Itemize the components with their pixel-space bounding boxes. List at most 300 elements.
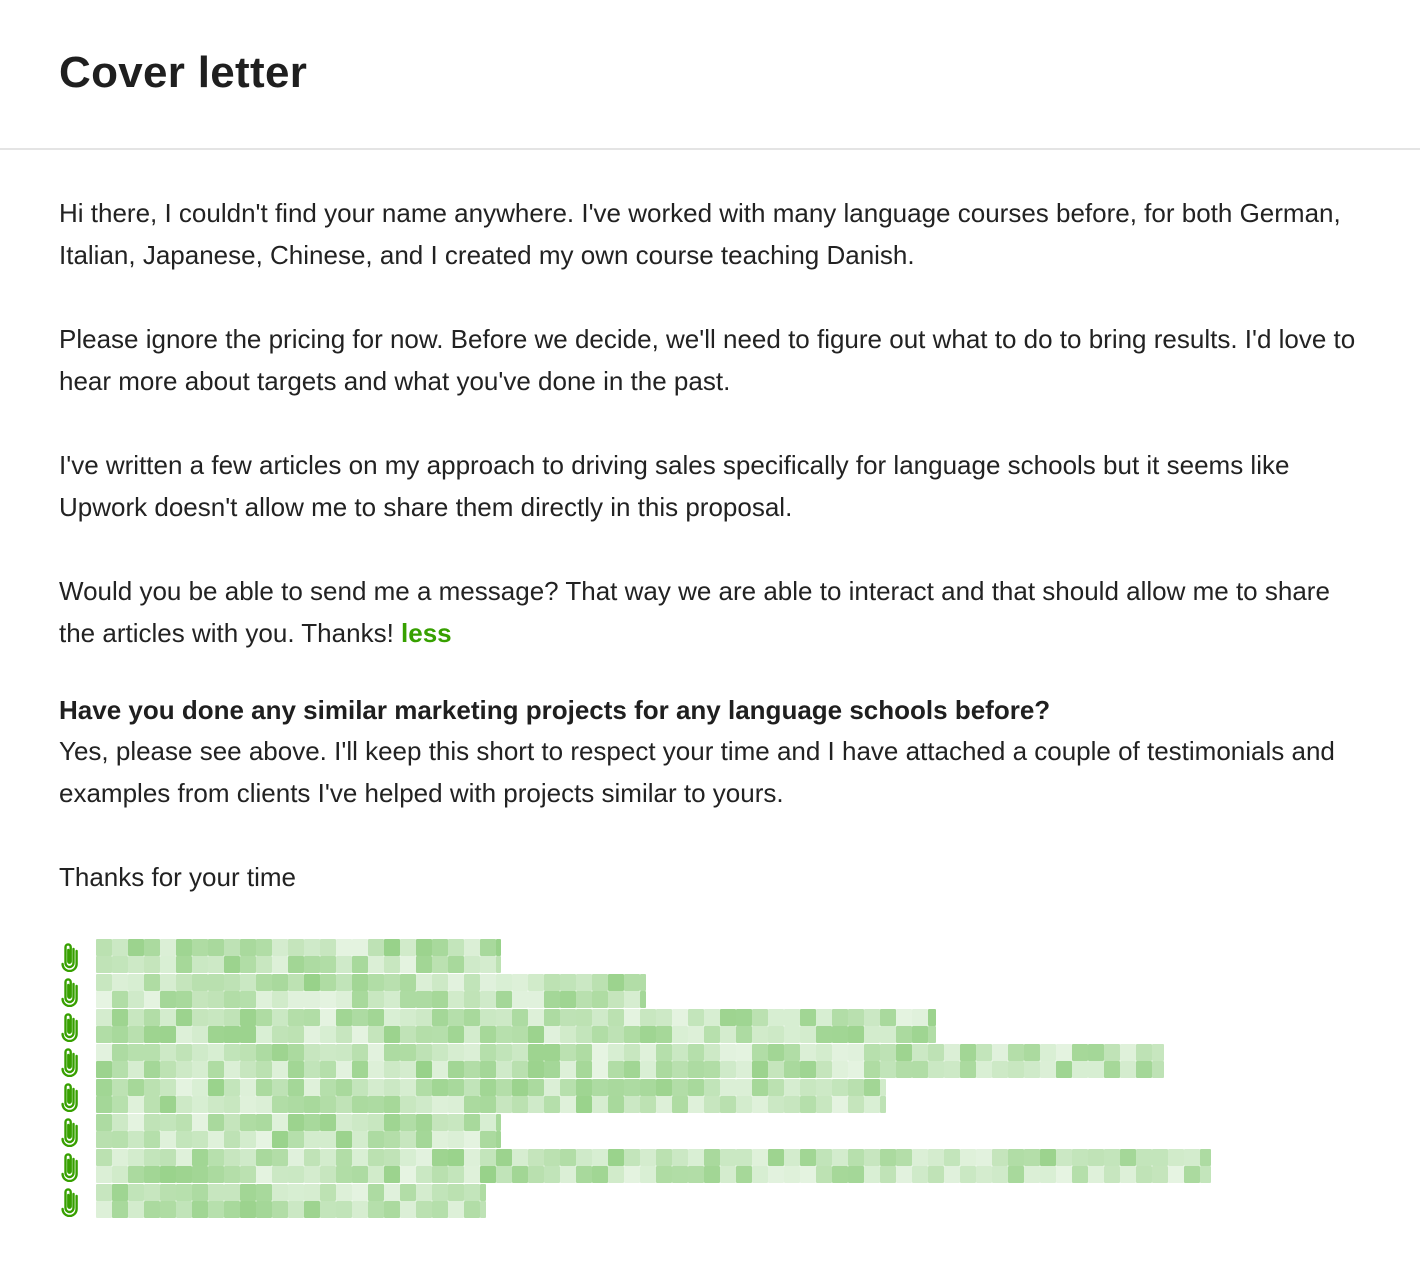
redaction-pixel: [1200, 1166, 1211, 1183]
redaction-pixel: [1120, 1166, 1136, 1183]
redaction-pixel: [464, 1166, 480, 1183]
redaction-pixel: [608, 1009, 624, 1026]
redaction-pixel: [416, 1131, 432, 1148]
redaction-pixel: [656, 1026, 672, 1043]
redaction-pixel: [352, 1201, 368, 1218]
paperclip-icon: [59, 1010, 85, 1042]
redaction-pixel: [800, 1166, 816, 1183]
redaction-pixel: [96, 1149, 112, 1166]
redaction-pixel: [864, 1061, 880, 1078]
redaction-pixel: [640, 974, 646, 991]
redaction-pixel: [192, 974, 208, 991]
redaction-pixel: [400, 1201, 416, 1218]
redaction-pixel: [144, 1114, 160, 1131]
redaction-pixel: [384, 1079, 400, 1096]
redaction-pixel: [656, 1166, 672, 1183]
redaction-pixel: [480, 1201, 486, 1218]
redaction-pixel: [352, 1009, 368, 1026]
redaction-pixel: [576, 1044, 592, 1061]
redaction-pixel: [256, 1114, 272, 1131]
redaction-pixel: [1072, 1061, 1088, 1078]
redaction-pixel: [1040, 1044, 1056, 1061]
attachment-link-blurred[interactable]: [96, 1079, 886, 1113]
redaction-pixel: [400, 1149, 416, 1166]
redaction-pixel: [160, 1044, 176, 1061]
redaction-pixel: [128, 1184, 144, 1201]
redaction-pixel: [1024, 1149, 1040, 1166]
redaction-pixel: [832, 1009, 848, 1026]
redaction-pixel: [112, 974, 128, 991]
redaction-pixel: [400, 1009, 416, 1026]
redaction-pixel: [96, 956, 112, 973]
redaction-pixel: [96, 1061, 112, 1078]
redaction-pixel: [240, 1026, 256, 1043]
redaction-pixel: [336, 1096, 352, 1113]
redaction-pixel: [624, 1079, 640, 1096]
redaction-pixel: [464, 1114, 480, 1131]
attachment-item[interactable]: [59, 1043, 1359, 1078]
redaction-pixel: [128, 1131, 144, 1148]
redaction-pixel: [544, 1096, 560, 1113]
redaction-pixel: [176, 974, 192, 991]
attachment-link-blurred[interactable]: [96, 974, 646, 1008]
redaction-pixel: [816, 1061, 832, 1078]
attachment-link-blurred[interactable]: [96, 1149, 1211, 1183]
redaction-pixel: [416, 974, 432, 991]
redaction-pixel: [880, 1096, 886, 1113]
redaction-pixel: [480, 974, 496, 991]
redaction-pixel: [480, 991, 496, 1008]
redaction-pixel: [1024, 1061, 1040, 1078]
redaction-pixel: [320, 1201, 336, 1218]
redaction-pixel: [768, 1096, 784, 1113]
redaction-pixel: [640, 1166, 656, 1183]
redaction-pixel: [480, 1166, 496, 1183]
redaction-pixel: [960, 1149, 976, 1166]
redaction-pixel: [320, 939, 336, 956]
redaction-pixel: [560, 1149, 576, 1166]
redaction-pixel: [256, 1149, 272, 1166]
redaction-pixel: [496, 1096, 512, 1113]
redaction-pixel: [352, 1184, 368, 1201]
redaction-pixel: [1072, 1166, 1088, 1183]
redaction-pixel: [144, 974, 160, 991]
attachment-item[interactable]: [59, 973, 1359, 1008]
redaction-pixel: [400, 991, 416, 1008]
redaction-pixel: [1040, 1166, 1056, 1183]
redaction-pixel: [1024, 1166, 1040, 1183]
redaction-pixel: [128, 1149, 144, 1166]
redaction-pixel: [384, 1184, 400, 1201]
redaction-pixel: [576, 1009, 592, 1026]
redaction-pixel: [688, 1009, 704, 1026]
redaction-pixel: [496, 956, 501, 973]
redaction-pixel: [208, 1114, 224, 1131]
redaction-pixel: [848, 1149, 864, 1166]
redaction-pixel: [208, 1131, 224, 1148]
attachment-link-blurred[interactable]: [96, 1184, 486, 1218]
redaction-pixel: [224, 1061, 240, 1078]
redaction-pixel: [848, 1166, 864, 1183]
attachments-list: [59, 938, 1359, 1218]
redaction-pixel: [768, 1009, 784, 1026]
attachment-link-blurred[interactable]: [96, 1009, 936, 1043]
redaction-pixel: [1104, 1061, 1120, 1078]
redaction-pixel: [336, 1184, 352, 1201]
redaction-pixel: [736, 1044, 752, 1061]
attachment-link-blurred[interactable]: [96, 1044, 1164, 1078]
letter-paragraph-2: Please ignore the pricing for now. Before we decide, we'll need to figure out what to do to bring results. I'd love to hear more about targets and what you've done in the past.: [59, 324, 1356, 396]
redaction-pixel: [224, 1131, 240, 1148]
redaction-pixel: [288, 974, 304, 991]
letter-paragraph-3: I've written a few articles on my approach to driving sales specifically for language schools but it seems like Upwork doesn't allow me to share them directly in this proposal.: [59, 450, 1290, 522]
redaction-pixel: [464, 1184, 480, 1201]
redaction-pixel: [464, 1009, 480, 1026]
redaction-pixel: [480, 1044, 496, 1061]
redaction-pixel: [320, 1166, 336, 1183]
redaction-pixel: [96, 1166, 112, 1183]
redaction-pixel: [832, 1061, 848, 1078]
redaction-pixel: [688, 1061, 704, 1078]
redaction-pixel: [624, 1044, 640, 1061]
redaction-pixel: [448, 1044, 464, 1061]
redaction-pixel: [1168, 1149, 1184, 1166]
redaction-pixel: [768, 1026, 784, 1043]
attachment-link-blurred[interactable]: [96, 1114, 501, 1148]
redaction-pixel: [672, 1166, 688, 1183]
redaction-pixel: [240, 1044, 256, 1061]
redaction-pixel: [1120, 1149, 1136, 1166]
redaction-pixel: [112, 1201, 128, 1218]
redaction-pixel: [160, 1096, 176, 1113]
redaction-pixel: [256, 991, 272, 1008]
redaction-pixel: [192, 991, 208, 1008]
redaction-pixel: [608, 1079, 624, 1096]
redaction-pixel: [416, 991, 432, 1008]
redaction-pixel: [304, 939, 320, 956]
redaction-pixel: [880, 1044, 896, 1061]
redaction-pixel: [528, 1044, 544, 1061]
redaction-pixel: [752, 1096, 768, 1113]
letter-paragraph-4-text: Would you be able to send me a message? That way we are able to interact and that should allow me to share the articles with you. Thanks!: [59, 576, 1330, 648]
redaction-pixel: [128, 1096, 144, 1113]
redaction-pixel: [672, 1044, 688, 1061]
redaction-pixel: [576, 974, 592, 991]
redaction-pixel: [416, 1096, 432, 1113]
redaction-pixel: [208, 1166, 224, 1183]
redaction-pixel: [480, 1061, 496, 1078]
redaction-pixel: [880, 1166, 896, 1183]
redaction-pixel: [528, 1009, 544, 1026]
redaction-pixel: [752, 1044, 768, 1061]
redaction-pixel: [416, 1009, 432, 1026]
redaction-pixel: [480, 1096, 496, 1113]
redaction-pixel: [272, 1044, 288, 1061]
redaction-pixel: [144, 1201, 160, 1218]
redaction-pixel: [832, 1026, 848, 1043]
redaction-pixel: [320, 991, 336, 1008]
redaction-pixel: [640, 1149, 656, 1166]
redaction-pixel: [1040, 1061, 1056, 1078]
redaction-pixel: [144, 1184, 160, 1201]
redaction-pixel: [240, 1009, 256, 1026]
redaction-pixel: [240, 974, 256, 991]
redaction-pixel: [464, 991, 480, 1008]
redaction-pixel: [1088, 1061, 1104, 1078]
redaction-pixel: [832, 1149, 848, 1166]
redaction-pixel: [464, 974, 480, 991]
redaction-pixel: [384, 1061, 400, 1078]
redaction-pixel: [976, 1166, 992, 1183]
redaction-pixel: [192, 939, 208, 956]
redaction-pixel: [384, 1149, 400, 1166]
redaction-pixel: [432, 1079, 448, 1096]
redaction-pixel: [560, 1061, 576, 1078]
redaction-pixel: [544, 1009, 560, 1026]
redaction-pixel: [496, 1166, 512, 1183]
redaction-pixel: [512, 1009, 528, 1026]
redaction-pixel: [400, 1044, 416, 1061]
redaction-pixel: [512, 1026, 528, 1043]
redaction-pixel: [336, 1149, 352, 1166]
redaction-pixel: [336, 1079, 352, 1096]
redaction-pixel: [192, 1061, 208, 1078]
redaction-pixel: [96, 1044, 112, 1061]
redaction-pixel: [592, 1061, 608, 1078]
redaction-pixel: [784, 1044, 800, 1061]
redaction-pixel: [784, 1009, 800, 1026]
redaction-pixel: [272, 1061, 288, 1078]
redaction-pixel: [144, 1166, 160, 1183]
redaction-pixel: [224, 956, 240, 973]
redaction-pixel: [96, 991, 112, 1008]
redaction-pixel: [240, 991, 256, 1008]
redaction-pixel: [176, 1149, 192, 1166]
redaction-pixel: [336, 1044, 352, 1061]
redaction-pixel: [704, 1079, 720, 1096]
redaction-pixel: [624, 1166, 640, 1183]
redaction-pixel: [288, 991, 304, 1008]
redaction-pixel: [352, 1166, 368, 1183]
attachment-item[interactable]: [59, 1008, 1359, 1043]
redaction-pixel: [224, 1166, 240, 1183]
redaction-pixel: [112, 991, 128, 1008]
redaction-pixel: [144, 939, 160, 956]
redaction-pixel: [512, 1166, 528, 1183]
redaction-pixel: [208, 1096, 224, 1113]
redaction-pixel: [384, 939, 400, 956]
redaction-pixel: [496, 974, 512, 991]
redaction-pixel: [736, 1009, 752, 1026]
redaction-pixel: [176, 1026, 192, 1043]
redaction-pixel: [272, 1184, 288, 1201]
redaction-pixel: [160, 1184, 176, 1201]
redaction-pixel: [448, 1166, 464, 1183]
redaction-pixel: [1168, 1166, 1184, 1183]
redaction-pixel: [576, 991, 592, 1008]
redaction-pixel: [432, 1149, 448, 1166]
redaction-pixel: [512, 991, 528, 1008]
attachment-item[interactable]: [59, 1183, 1359, 1218]
redaction-pixel: [848, 1044, 864, 1061]
redaction-pixel: [416, 1166, 432, 1183]
redaction-pixel: [176, 1201, 192, 1218]
redaction-pixel: [624, 1096, 640, 1113]
cover-letter-body: [59, 192, 1369, 898]
redaction-pixel: [784, 1026, 800, 1043]
redaction-pixel: [992, 1166, 1008, 1183]
redaction-pixel: [624, 1026, 640, 1043]
redaction-pixel: [304, 1009, 320, 1026]
redaction-pixel: [400, 1166, 416, 1183]
attachment-link-blurred[interactable]: [96, 939, 501, 973]
redaction-pixel: [704, 1009, 720, 1026]
redaction-pixel: [1072, 1149, 1088, 1166]
redaction-pixel: [128, 1026, 144, 1043]
redaction-pixel: [368, 1026, 384, 1043]
redaction-pixel: [112, 1131, 128, 1148]
redaction-pixel: [336, 991, 352, 1008]
attachment-item[interactable]: [59, 1148, 1359, 1183]
redaction-pixel: [592, 1166, 608, 1183]
redaction-pixel: [608, 991, 624, 1008]
redaction-pixel: [464, 1044, 480, 1061]
redaction-pixel: [288, 1166, 304, 1183]
attachment-item[interactable]: [59, 1113, 1359, 1148]
redaction-pixel: [432, 1114, 448, 1131]
redaction-pixel: [272, 1131, 288, 1148]
redaction-pixel: [1136, 1149, 1152, 1166]
redaction-pixel: [160, 1009, 176, 1026]
redaction-pixel: [176, 1166, 192, 1183]
redaction-pixel: [384, 1201, 400, 1218]
redaction-pixel: [1088, 1044, 1104, 1061]
redaction-pixel: [128, 974, 144, 991]
redaction-pixel: [272, 1201, 288, 1218]
redaction-pixel: [192, 1079, 208, 1096]
redaction-pixel: [1008, 1044, 1024, 1061]
redaction-pixel: [512, 1096, 528, 1113]
redaction-pixel: [672, 1009, 688, 1026]
attachment-item[interactable]: [59, 938, 1359, 973]
redaction-pixel: [560, 1079, 576, 1096]
redaction-pixel: [800, 1149, 816, 1166]
redaction-pixel: [208, 956, 224, 973]
redaction-pixel: [560, 974, 576, 991]
paperclip-icon: [59, 975, 85, 1007]
redaction-pixel: [736, 1026, 752, 1043]
redaction-pixel: [288, 1044, 304, 1061]
redaction-pixel: [432, 1044, 448, 1061]
redaction-pixel: [368, 991, 384, 1008]
redaction-pixel: [400, 1079, 416, 1096]
redaction-pixel: [640, 991, 646, 1008]
redaction-pixel: [256, 956, 272, 973]
redaction-pixel: [656, 1149, 672, 1166]
redaction-pixel: [576, 1061, 592, 1078]
redaction-pixel: [432, 1201, 448, 1218]
less-link[interactable]: less: [401, 618, 452, 648]
redaction-pixel: [1184, 1166, 1200, 1183]
redaction-pixel: [528, 974, 544, 991]
redaction-pixel: [640, 1079, 656, 1096]
redaction-pixel: [96, 1201, 112, 1218]
redaction-pixel: [320, 1079, 336, 1096]
redaction-pixel: [304, 1044, 320, 1061]
redaction-pixel: [768, 1044, 784, 1061]
redaction-pixel: [304, 956, 320, 973]
redaction-pixel: [848, 1061, 864, 1078]
redaction-pixel: [1152, 1149, 1168, 1166]
redaction-pixel: [352, 1149, 368, 1166]
redaction-pixel: [256, 974, 272, 991]
redaction-pixel: [512, 1079, 528, 1096]
redaction-pixel: [320, 1184, 336, 1201]
redaction-pixel: [128, 991, 144, 1008]
redaction-pixel: [736, 1079, 752, 1096]
redaction-pixel: [608, 1061, 624, 1078]
redaction-pixel: [528, 1149, 544, 1166]
redaction-pixel: [96, 939, 112, 956]
redaction-pixel: [496, 1114, 501, 1131]
redaction-pixel: [480, 1079, 496, 1096]
redaction-pixel: [992, 1044, 1008, 1061]
redaction-pixel: [560, 1044, 576, 1061]
redaction-pixel: [416, 1184, 432, 1201]
redaction-pixel: [1056, 1149, 1072, 1166]
redaction-pixel: [512, 1044, 528, 1061]
redaction-pixel: [288, 1114, 304, 1131]
redaction-pixel: [448, 956, 464, 973]
redaction-pixel: [864, 1149, 880, 1166]
redaction-pixel: [848, 1096, 864, 1113]
redaction-pixel: [192, 1114, 208, 1131]
redaction-pixel: [400, 1026, 416, 1043]
redaction-pixel: [144, 1149, 160, 1166]
redaction-pixel: [416, 1201, 432, 1218]
redaction-pixel: [912, 1061, 928, 1078]
redaction-pixel: [176, 1079, 192, 1096]
redaction-pixel: [816, 1079, 832, 1096]
redaction-pixel: [816, 1149, 832, 1166]
redaction-pixel: [240, 1114, 256, 1131]
redaction-pixel: [336, 956, 352, 973]
redaction-pixel: [416, 1149, 432, 1166]
redaction-pixel: [448, 939, 464, 956]
redaction-pixel: [128, 1009, 144, 1026]
redaction-pixel: [608, 1096, 624, 1113]
redaction-pixel: [688, 1044, 704, 1061]
redaction-pixel: [144, 1131, 160, 1148]
redaction-pixel: [320, 1096, 336, 1113]
redaction-pixel: [208, 1149, 224, 1166]
redaction-pixel: [672, 1061, 688, 1078]
redaction-pixel: [432, 991, 448, 1008]
redaction-pixel: [176, 1131, 192, 1148]
redaction-pixel: [1056, 1044, 1072, 1061]
attachment-item[interactable]: [59, 1078, 1359, 1113]
redaction-pixel: [928, 1149, 944, 1166]
redaction-pixel: [416, 1114, 432, 1131]
redaction-pixel: [512, 1061, 528, 1078]
redaction-pixel: [720, 1166, 736, 1183]
redaction-pixel: [304, 974, 320, 991]
redaction-pixel: [592, 1149, 608, 1166]
redaction-pixel: [320, 1131, 336, 1148]
redaction-pixel: [832, 1096, 848, 1113]
redaction-pixel: [224, 1079, 240, 1096]
redaction-pixel: [464, 956, 480, 973]
